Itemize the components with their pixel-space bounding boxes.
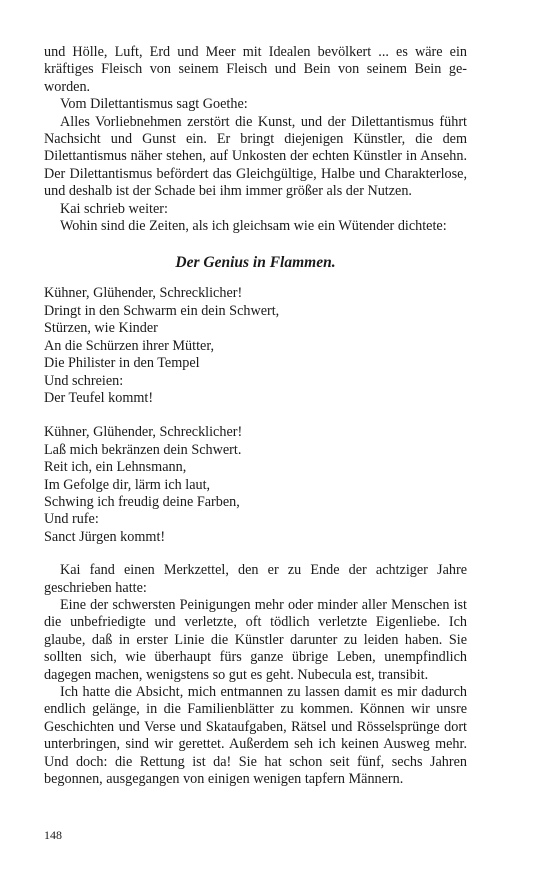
paragraph: Kai schrieb weiter: [60, 200, 168, 217]
poem-stanza [44, 285, 467, 407]
verse-line: An die Schürzen ihrer Mütter, [44, 337, 215, 354]
paragraph: Alles Vorliebnehmen zerstört die Kunst, und der Dilettantismus führt Nachsicht und Gunst ein. Er bringt diejenigen Künstler, die dem Dilettantismus näher stehen, auf Unkosten der echten Künstler in Ansehn. Der Dilettantismus befördert das Gleichgültige, Halbe und Charakterlose, und deshalb ist der Schade bei ihm immer größer als der Nutzen. [44, 113, 467, 200]
book-page [44, 44, 467, 788]
verse-line: Im Gefolge dir, lärm ich laut, [44, 476, 211, 493]
verse-line: Und rufe: [44, 511, 99, 528]
verse-line: Dringt in den Schwarm ein dein Schwert, [44, 302, 280, 319]
poem-stanza [44, 424, 467, 546]
poem [44, 285, 467, 546]
poem-title: Der Genius in Flammen. [175, 254, 336, 272]
verse-line: Sanct Jürgen kommt! [44, 528, 166, 545]
prose-section-bottom [44, 562, 467, 788]
verse-line: Schwing ich freudig deine Farben, [44, 493, 240, 510]
verse-line: Kühner, Glühender, Schrecklicher! [44, 424, 243, 441]
verse-line: Die Philister in den Tempel [44, 355, 200, 372]
verse-line: Kühner, Glühender, Schrecklicher! [44, 285, 243, 302]
verse-line: Reit ich, ein Lehnsmann, [44, 459, 187, 476]
verse-line: Der Teufel kommt! [44, 389, 154, 406]
paragraph: Vom Dilettantismus sagt Goethe: [60, 96, 248, 113]
paragraph: Eine der schwersten Peinigungen mehr oder minder aller Menschen ist die unbefriedigte und verletzte, oft tödlich verletzte Eigenliebe. Ich glaube, daß in erster Linie die Künstler darunter zu leiden haben. Sie sollten sich, wie überhaupt fürs ganze übrige Leben, unempfindlich dagegen machen, wenigstens so gut es geht. Nubecula est, transibit. [44, 596, 467, 683]
paragraph: Ich hatte die Absicht, mich entmannen zu lassen damit es mir dadurch endlich gelänge, in die Familienblätter zu kommen. Können wir unsre Geschichten und Verse und Skataufgaben, Rätsel und Rösselsprünge dort unterbringen, sind wir gerettet. Außerdem seh ich keinen Ausweg mehr. Und doch: die Rettung ist da! Sie hat schon seit fünf, sechs Jahren begonnen, ausgegangen von einigen wenigen tapfern Männern. [44, 684, 467, 788]
paragraph: Kai fand einen Merkzettel, den er zu Ende der achtziger Jahre geschrieben hatte: [44, 562, 467, 596]
paragraph: Wohin sind die Zeiten, als ich gleichsam wie ein Wütender dichtete: [60, 218, 447, 235]
verse-line: Laß mich bekränzen dein Schwert. [44, 441, 242, 458]
verse-line: Und schreien: [44, 372, 124, 389]
paragraph: und Hölle, Luft, Erd und Meer mit Idealen bevölkert ... es wäre ein kräftiges Fleisch von seinem Fleisch und Bein von seinem Bein geworden. [44, 44, 467, 95]
prose-section-top [44, 44, 467, 235]
verse-line: Stürzen, wie Kinder [44, 320, 158, 337]
page-number: 148 [44, 828, 62, 842]
